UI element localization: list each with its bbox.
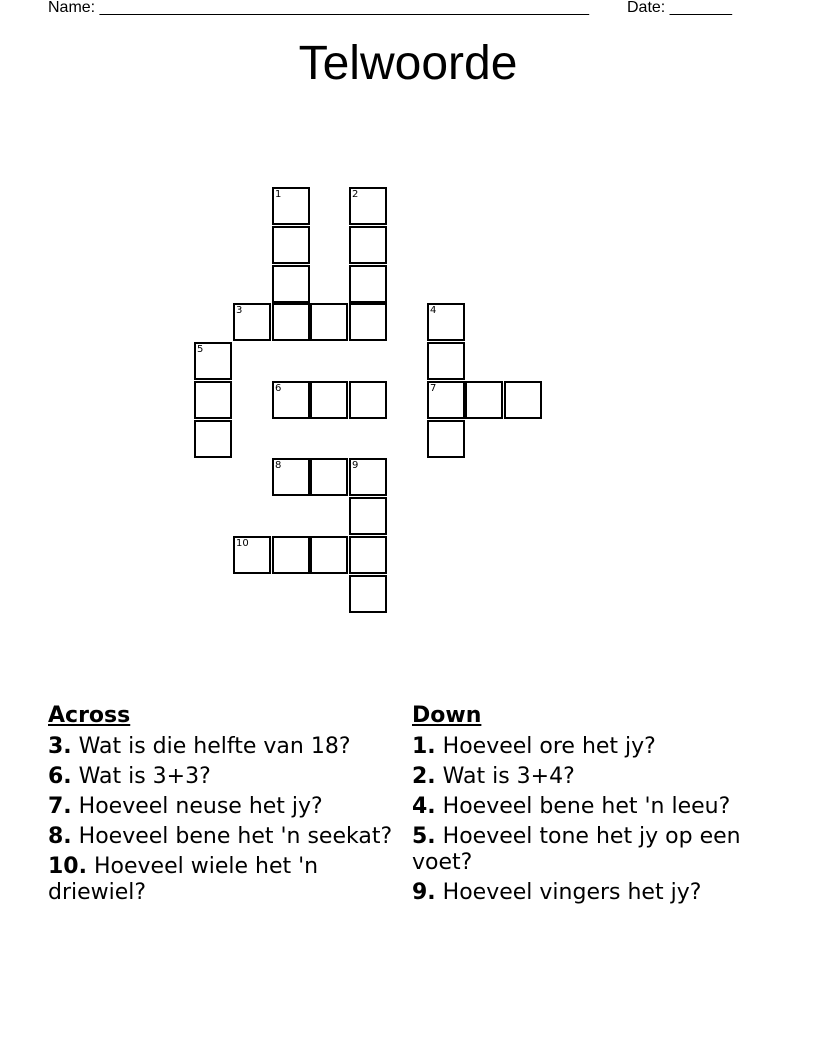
clue-text: Hoeveel neuse het jy? [78, 794, 323, 819]
clue-number: 2. [412, 764, 436, 789]
crossword-cell[interactable] [465, 381, 503, 419]
name-field-line: Name: _______________________________________________________ [48, 0, 589, 16]
clue-text: Hoeveel bene het 'n seekat? [78, 824, 393, 849]
clue-number: 8. [48, 824, 72, 849]
clue-number: 3. [48, 734, 72, 759]
clue-number: 9. [412, 880, 436, 905]
crossword-cell[interactable] [233, 536, 271, 574]
clue-number: 7. [48, 794, 72, 819]
cell-number: 10 [236, 538, 249, 549]
crossword-cell[interactable] [272, 187, 310, 225]
cell-number: 4 [430, 305, 437, 316]
clue-number: 6. [48, 764, 72, 789]
across-clue [48, 854, 393, 906]
crossword-cell[interactable] [272, 303, 310, 341]
crossword-cell[interactable] [349, 187, 387, 225]
crossword-cell[interactable] [427, 342, 465, 380]
clue-number: 1. [412, 734, 436, 759]
crossword-cell[interactable] [349, 265, 387, 303]
across-clues [48, 700, 393, 910]
date-field-line: Date: _______ [627, 0, 732, 16]
cell-number: 8 [275, 460, 282, 471]
crossword-cell[interactable] [349, 458, 387, 496]
clue-text: Hoeveel bene het 'n leeu? [442, 794, 731, 819]
crossword-cell[interactable] [310, 536, 348, 574]
crossword-cell[interactable] [310, 458, 348, 496]
crossword-cell[interactable] [349, 575, 387, 613]
across-clue [48, 824, 393, 850]
crossword-cell[interactable] [272, 536, 310, 574]
crossword-cell[interactable] [194, 342, 232, 380]
crossword-cell[interactable] [194, 420, 232, 458]
down-clue [412, 794, 757, 820]
crossword-cell[interactable] [349, 381, 387, 419]
crossword-cell[interactable] [194, 381, 232, 419]
across-clue [48, 764, 393, 790]
across-clue [48, 734, 393, 760]
crossword-cell[interactable] [349, 303, 387, 341]
down-clue [412, 734, 757, 760]
clue-text: Hoeveel ore het jy? [442, 734, 656, 759]
down-clues [412, 700, 757, 910]
crossword-cell[interactable] [272, 226, 310, 264]
cell-number: 9 [352, 460, 359, 471]
down-heading: Down [412, 703, 482, 728]
clue-text: Wat is 3+4? [442, 764, 575, 789]
crossword-cell[interactable] [349, 536, 387, 574]
crossword-cell[interactable] [427, 303, 465, 341]
cell-number: 6 [275, 383, 282, 394]
cell-number: 5 [197, 344, 204, 355]
crossword-cell[interactable] [427, 381, 465, 419]
crossword-cell[interactable] [310, 381, 348, 419]
crossword-cell[interactable] [272, 265, 310, 303]
cell-number: 1 [275, 189, 282, 200]
crossword-cell[interactable] [310, 303, 348, 341]
crossword-cell[interactable] [349, 226, 387, 264]
clue-text: Hoeveel wiele het 'n driewiel? [48, 854, 319, 905]
page-title: Telwoorde [298, 37, 518, 90]
crossword-cell[interactable] [349, 497, 387, 535]
down-clue [412, 764, 757, 790]
across-heading: Across [48, 703, 131, 728]
clue-text: Wat is die helfte van 18? [78, 734, 351, 759]
crossword-cell[interactable] [427, 420, 465, 458]
crossword-cell[interactable] [233, 303, 271, 341]
clue-text: Hoeveel vingers het jy? [442, 880, 702, 905]
cell-number: 2 [352, 189, 359, 200]
clue-text: Wat is 3+3? [78, 764, 211, 789]
crossword-cell[interactable] [504, 381, 542, 419]
clue-text: Hoeveel tone het jy op een voet? [412, 824, 741, 875]
down-clue [412, 880, 757, 906]
down-clue [412, 824, 757, 876]
clue-number: 10. [48, 854, 87, 879]
across-clue [48, 794, 393, 820]
clue-number: 4. [412, 794, 436, 819]
crossword-cell[interactable] [272, 381, 310, 419]
clue-number: 5. [412, 824, 436, 849]
cell-number: 7 [430, 383, 437, 394]
crossword-cell[interactable] [272, 458, 310, 496]
cell-number: 3 [236, 305, 243, 316]
